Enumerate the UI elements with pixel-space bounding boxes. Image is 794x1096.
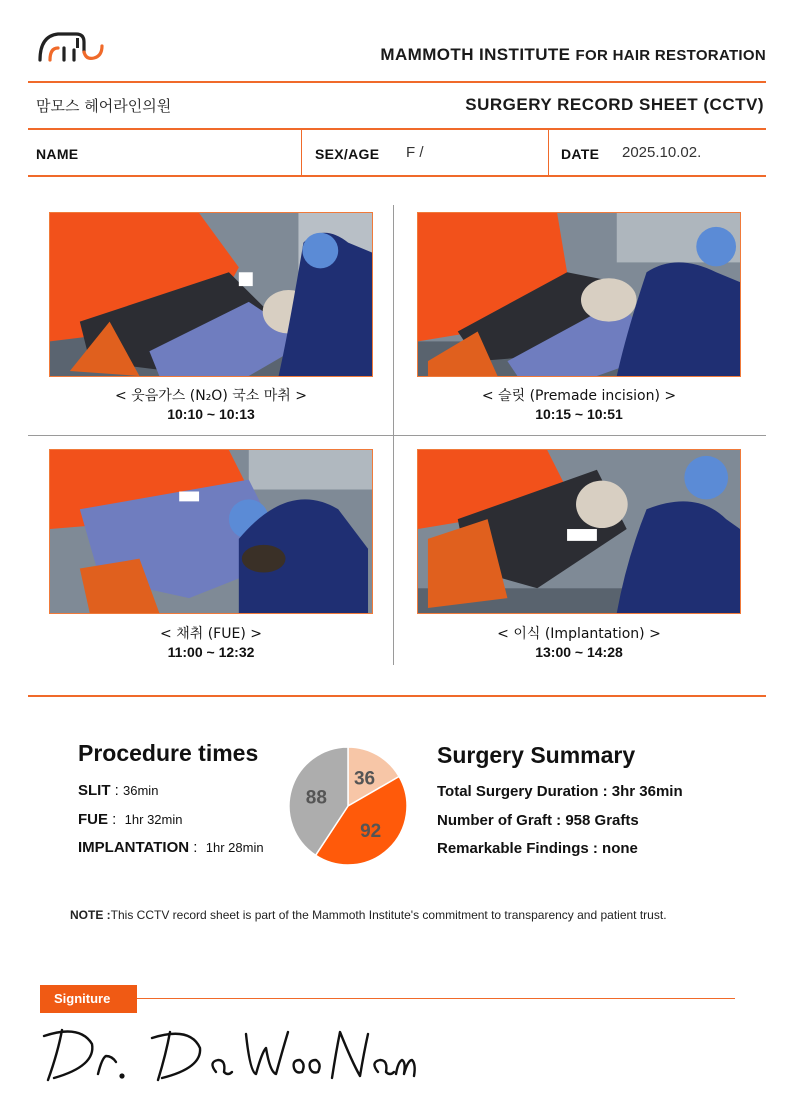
handwritten-signature [40,1022,420,1086]
findings-row [437,840,638,857]
procedure-label: SLIT [78,782,111,799]
procedure-label: IMPLANTATION [78,839,190,856]
procedure-time-row: FUE : 1hr 32min [78,811,183,828]
stage-caption [417,387,741,423]
institute-name: MAMMOTH INSTITUTE FOR HAIR RESTORATION [380,45,766,64]
procedure-value: 36min [123,783,159,798]
procedure-value: 1hr 32min [124,812,183,827]
pie-label-slit: 36 [353,768,376,790]
sheet-title: SURGERY RECORD SHEET (CCTV) [465,95,764,114]
sexage-value: F / [406,144,424,161]
cctv-photo-implantation [417,449,741,614]
date-value: 2025.10.02. [622,144,702,161]
total-duration-value: 3hr 36min [611,783,683,800]
patient-info-row [28,130,766,176]
cctv-photo-fue [49,449,373,614]
note-label: NOTE : [70,908,111,922]
note-text: This CCTV record sheet is part of the Mammoth Institute's commitment to transparency and patient trust. [110,908,667,922]
total-duration-label: Total Surgery Duration : [437,783,608,800]
sexage-label: SEX/AGE [315,146,380,162]
signature-line [137,998,735,999]
stage-title: < 슬릿 (Premade incision) > [481,388,677,404]
stage-caption [49,625,373,661]
header-divider-top [28,81,766,83]
name-label: NAME [36,146,79,162]
stage-caption [49,387,373,423]
stage-time: 10:15 ~ 10:51 [535,406,623,422]
stage-time: 11:00 ~ 12:32 [167,644,255,660]
procedure-times-pie-chart [287,745,409,867]
info-separator [301,130,302,176]
procedure-times-title: Procedure times [78,740,259,766]
stage-time: 13:00 ~ 14:28 [535,644,623,660]
graft-count-row [437,812,639,829]
pie-label-implantation: 88 [305,787,327,809]
grid-divider-horizontal [28,435,766,436]
findings-value: none [602,840,638,857]
graft-count-value: 958 Grafts [565,812,639,829]
header-divider-bottom [28,175,766,177]
procedure-value: 1hr 28min [205,840,264,855]
cctv-photo-slit [417,212,741,377]
stage-caption [417,625,741,661]
stage-title: < 채취 (FUE) > [160,626,262,642]
procedure-time-row: IMPLANTATION : 1hr 28min [78,839,264,856]
mammoth-logo-icon [36,26,108,66]
section-divider [28,695,766,697]
stage-title: < 이식 (Implantation) > [497,626,661,642]
signature-badge: Signiture [40,985,137,1013]
total-duration-row [437,783,683,800]
pie-label-fue: 92 [360,821,382,843]
korean-clinic-name: 맘모스 헤어라인의원 [36,97,172,115]
findings-label: Remarkable Findings : [437,840,598,857]
note [70,908,667,922]
graft-count-label: Number of Graft : [437,812,562,829]
procedure-label: FUE [78,811,108,828]
stage-title: < 웃음가스 (N₂O) 국소 마취 > [115,388,307,404]
date-label: DATE [561,146,600,162]
surgery-summary-title: Surgery Summary [437,742,636,768]
stage-time: 10:10 ~ 10:13 [167,406,255,422]
info-separator [548,130,549,176]
cctv-photo-anesthesia [49,212,373,377]
procedure-time-row: SLIT : 36min [78,782,159,799]
